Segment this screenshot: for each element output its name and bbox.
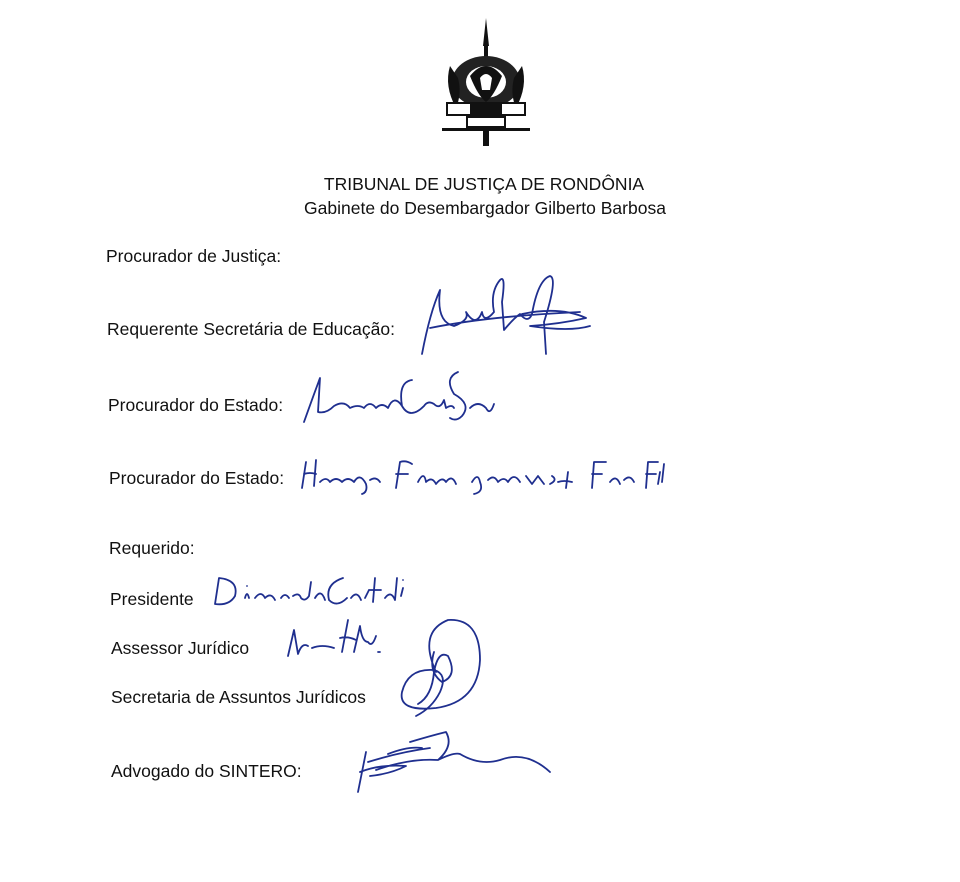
court-seal [440,16,532,148]
signature-presidente [205,568,415,612]
signature-secretaria-assuntos-juridicos [388,612,498,724]
signature-assessor-juridico [282,612,392,662]
signature-requerente [410,272,610,364]
label-requerido: Requerido: [109,538,195,558]
court-seal-icon [440,16,532,148]
label-procurador-estado-2: Procurador do Estado: [109,468,285,488]
signature-procurador-estado-1 [294,364,504,430]
label-advogado-sintero: Advogado do SINTERO: [111,761,302,781]
label-assessor-juridico: Assessor Jurídico [111,638,250,658]
document-header [0,172,960,220]
label-procurador-estado-1: Procurador do Estado: [108,395,284,415]
office-name: Gabinete do Desembargador Gilberto Barbosa [304,198,666,218]
signature-procurador-estado-2 [296,452,666,498]
label-procurador-justica: Procurador de Justiça: [106,246,282,266]
signature-advogado-sintero [350,722,564,796]
label-presidente: Presidente [110,589,194,609]
court-name: TRIBUNAL DE JUSTIÇA DE RONDÔNIA [323,174,645,194]
label-requerente: Requerente Secretária de Educação: [107,319,395,339]
label-secretaria-assuntos-juridicos: Secretaria de Assuntos Jurídicos [111,687,366,707]
